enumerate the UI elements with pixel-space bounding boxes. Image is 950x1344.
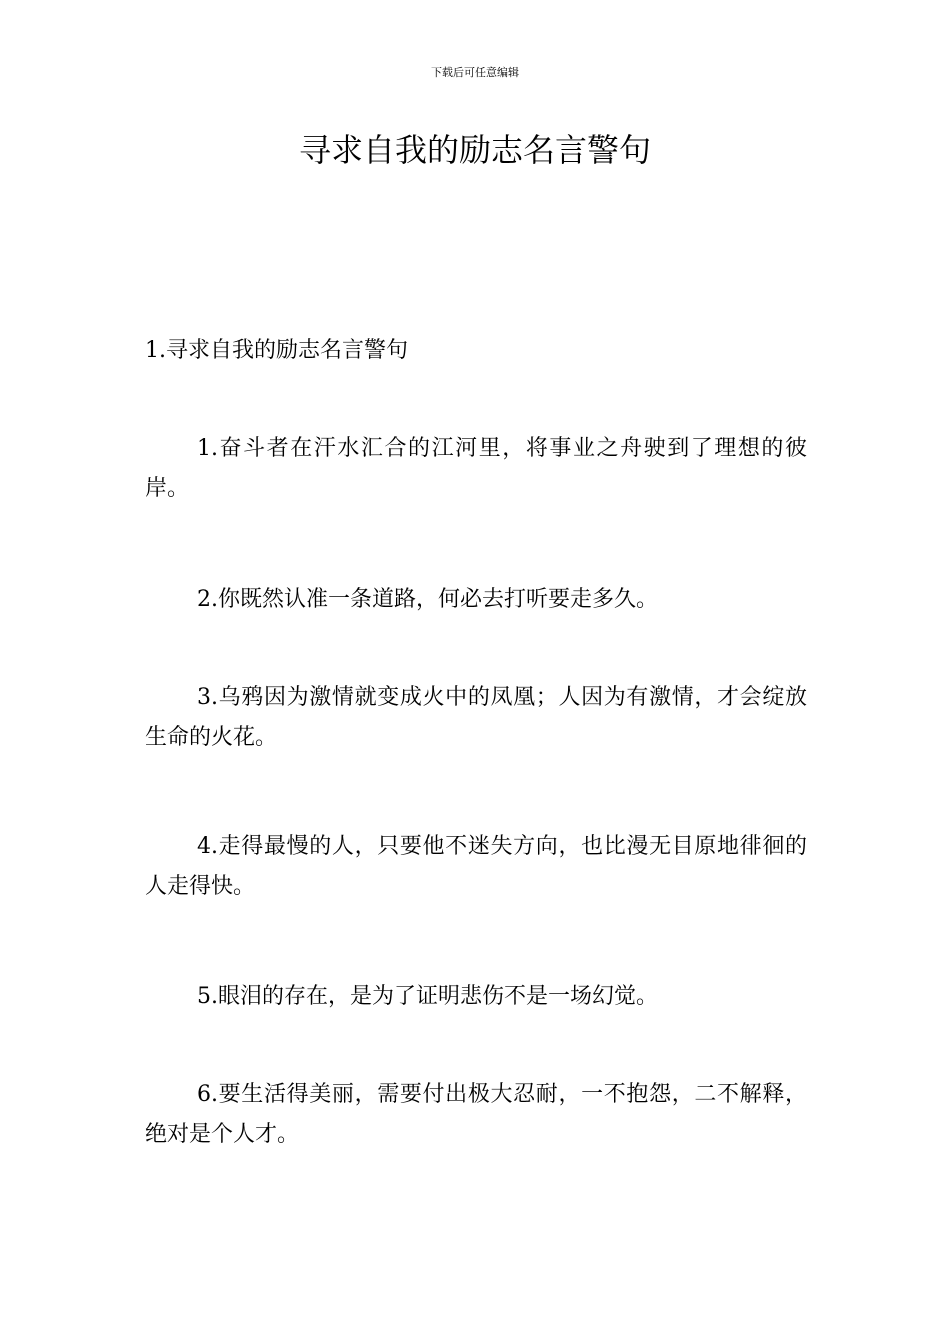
document-title: 寻求自我的励志名言警句: [298, 131, 651, 169]
section-heading: 1.寻求自我的励志名言警句: [145, 338, 408, 363]
quote-item: 3.乌鸦因为激情就变成火中的凤凰；人因为有激情，才会绽放生命的火花。: [145, 685, 807, 750]
quote-item: 5.眼泪的存在，是为了证明悲伤不是一场幻觉。: [197, 984, 658, 1009]
quote-item: 4.走得最慢的人，只要他不迷失方向，也比漫无目原地徘徊的人走得快。: [145, 834, 807, 899]
header-note: 下载后可任意编辑: [431, 66, 519, 79]
quote-item: 6.要生活得美丽，需要付出极大忍耐，一不抱怨，二不解释，绝对是个人才。: [145, 1082, 807, 1147]
quote-item: 1.奋斗者在汗水汇合的江河里，将事业之舟驶到了理想的彼岸。: [145, 436, 807, 501]
quote-item: 2.你既然认准一条道路，何必去打听要走多久。: [197, 587, 658, 612]
